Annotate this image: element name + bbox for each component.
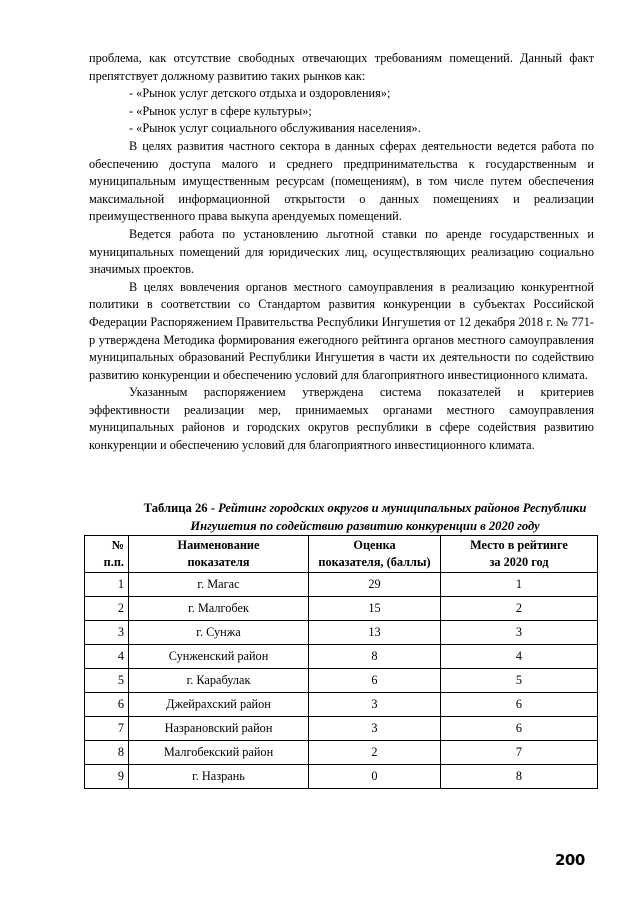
cell-num: 6	[85, 693, 129, 717]
table-header-row	[85, 536, 598, 573]
cell-name: Малгобекский район	[129, 741, 309, 765]
cell-score: 3	[309, 693, 441, 717]
cell-score: 13	[309, 621, 441, 645]
cell-score: 0	[309, 765, 441, 789]
cell-num: 3	[85, 621, 129, 645]
cell-name: Джейрахский район	[129, 693, 309, 717]
table-row	[85, 573, 598, 597]
cell-place: 4	[441, 645, 598, 669]
table-row	[85, 765, 598, 789]
paragraph-5: Указанным распоряжением утверждена система показателей и критериев эффективности реализации мер, принимаемых органами местного самоуправления муниципальных районов и городских округов республики в сфере содействия развитию конкуренции и обеспечению условий для благоприятного инвестиционного климата.	[89, 385, 594, 453]
cell-place: 6	[441, 717, 598, 741]
bullet-item-2: - «Рынок услуг в сфере культуры»;	[129, 103, 312, 118]
cell-score: 29	[309, 573, 441, 597]
cell-score: 8	[309, 645, 441, 669]
paragraph-1: проблема, как отсутствие свободных отвечающих требованиям помещений. Данный факт препятствует должному развитию таких рынков как:	[89, 51, 594, 83]
table-row	[85, 717, 598, 741]
cell-name: г. Малгобек	[129, 597, 309, 621]
cell-place: 8	[441, 765, 598, 789]
body-text	[89, 50, 594, 455]
cell-num: 1	[85, 573, 129, 597]
cell-num: 5	[85, 669, 129, 693]
cell-place: 6	[441, 693, 598, 717]
cell-name: Назрановский район	[129, 717, 309, 741]
cell-name: Сунженский район	[129, 645, 309, 669]
table-caption	[130, 499, 600, 535]
header-score: Оценка показателя, (баллы)	[309, 536, 441, 573]
rating-table	[84, 535, 598, 789]
header-place: Место в рейтинге за 2020 год	[441, 536, 598, 573]
cell-num: 8	[85, 741, 129, 765]
cell-score: 15	[309, 597, 441, 621]
bullet-item-1: - «Рынок услуг детского отдыха и оздоровления»;	[129, 86, 391, 101]
cell-num: 2	[85, 597, 129, 621]
paragraph-3: Ведется работа по установлению льготной ставки по аренде государственных и муниципальных помещений для юридических лиц, осуществляющих реализацию социально значимых проектов.	[89, 226, 594, 277]
table-row	[85, 621, 598, 645]
cell-place: 1	[441, 573, 598, 597]
cell-num: 4	[85, 645, 129, 669]
bullet-item-3: - «Рынок услуг социального обслуживания населения».	[129, 121, 421, 136]
paragraph-4: В целях вовлечения органов местного самоуправления в реализацию конкурентной политики в соответствии со Стандартом развития конкуренции в субъектах Российской Федерации Распоряжением Правительства Республики Ингушетия от 12 декабря 2018 г. № 771-р утверждена Методика формирования ежегодного рейтинга органов местного самоуправления муниципальных образований Республики Ингушетия в части их деятельности по содействию развитию конкуренции и обеспечению условий для благоприятного инвестиционного климата.	[89, 279, 594, 382]
table-caption-prefix: Таблица 26 -	[143, 501, 219, 515]
page-number: 200	[555, 851, 585, 869]
cell-place: 2	[441, 597, 598, 621]
cell-num: 7	[85, 717, 129, 741]
table-row	[85, 669, 598, 693]
cell-place: 7	[441, 741, 598, 765]
cell-place: 5	[441, 669, 598, 693]
table-row	[85, 597, 598, 621]
cell-num: 9	[85, 765, 129, 789]
cell-place: 3	[441, 621, 598, 645]
cell-name: г. Карабулак	[129, 669, 309, 693]
paragraph-2: В целях развития частного сектора в данных сферах деятельности ведется работа по обеспечению доступа малого и среднего предпринимательства к государственным и муниципальным имущественным ресурсам (помещениям), в том числе путем обеспечения максимальной информационной открытости о данных помещениях и реализации преимущественного права выкупа арендуемых помещений.	[89, 138, 594, 224]
cell-score: 2	[309, 741, 441, 765]
cell-score: 3	[309, 717, 441, 741]
cell-name: г. Назрань	[129, 765, 309, 789]
table-caption-title: Рейтинг городских округов и муниципальных районов Республики Ингушетия по содействию развитию конкуренции в 2020 году	[190, 501, 587, 533]
cell-name: г. Сунжа	[129, 621, 309, 645]
cell-name: г. Магас	[129, 573, 309, 597]
table-row	[85, 645, 598, 669]
header-num: № п.п.	[85, 536, 129, 573]
header-name: Наименование показателя	[129, 536, 309, 573]
cell-score: 6	[309, 669, 441, 693]
table-row	[85, 741, 598, 765]
table-row	[85, 693, 598, 717]
